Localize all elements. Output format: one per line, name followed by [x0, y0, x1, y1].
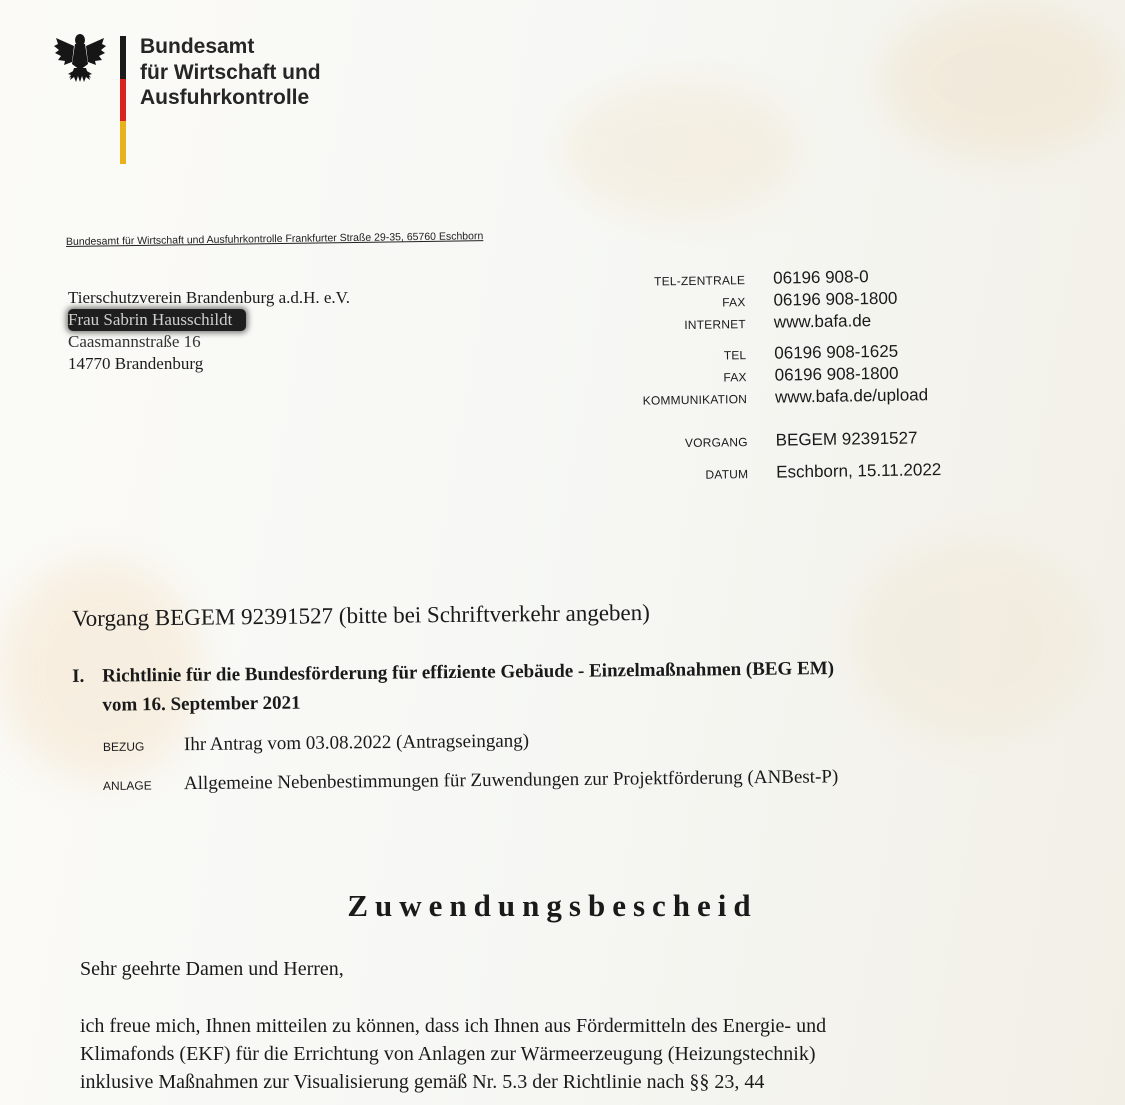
redacted-recipient-name: Frau Sabrin Hausschildt	[68, 309, 246, 331]
section-title-line1: Richtlinie für die Bundesförderung für effiziente Gebäude - Einzelmaßnahmen (BEG EM)	[102, 658, 835, 687]
federal-eagle-icon	[52, 30, 108, 86]
body-line: Klimafonds (EKF) für die Errichtung von Anlagen zur Wärmeerzeugung (Heizungstechnik)	[80, 1043, 816, 1065]
contact-value: 06196 908-1625	[774, 341, 899, 363]
subject-line: Vorgang BEGEM 92391527 (bitte bei Schriftverkehr angeben)	[71, 599, 650, 631]
org-name-line2: für Wirtschaft und	[140, 60, 321, 84]
german-flag-bar	[120, 36, 126, 164]
section-number: I.	[72, 665, 85, 687]
reference-label: ANLAGE	[102, 778, 152, 793]
body-line: inklusive Maßnahmen zur Visualisierung gemäß Nr. 5.3 der Richtlinie nach §§ 23, 44	[80, 1071, 765, 1093]
salutation: Sehr geehrte Damen und Herren,	[80, 958, 344, 980]
contact-label: DATUM	[705, 467, 749, 482]
contact-label: TEL	[723, 348, 747, 363]
flag-black-stripe	[120, 36, 126, 79]
sender-return-address: Bundesamt für Wirtschaft und Ausfuhrkontrolle Frankfurter Straße 29-35, 65760 Eschborn	[65, 230, 484, 248]
body-line: ich freue mich, Ihnen mitteilen zu können, dass ich Ihnen aus Fördermitteln des Energie- und	[80, 1015, 827, 1037]
recipient-address	[68, 287, 350, 375]
contact-value: Eschborn, 15.11.2022	[776, 460, 942, 482]
recipient-street: Caasmannstraße 16	[68, 332, 201, 351]
contact-label: KOMMUNIKATION	[642, 392, 748, 408]
paper-stain	[880, 0, 1120, 160]
reference-value: Allgemeine Nebenbestimmungen für Zuwendungen zur Projektförderung (ANBest-P)	[183, 766, 839, 795]
org-name-line3: Ausfuhrkontrolle	[140, 86, 310, 109]
upload-link[interactable]: www.bafa.de/upload	[774, 385, 929, 407]
organization-logo-text	[140, 34, 321, 111]
reference-label: BEZUG	[102, 739, 145, 754]
internet-link[interactable]: www.bafa.de	[773, 311, 872, 332]
document-title: Zuwendungsbescheid	[347, 888, 758, 923]
contact-value: BEGEM 92391527	[775, 428, 918, 450]
contact-value: 06196 908-1800	[773, 288, 898, 310]
org-name-line1: Bundesamt	[140, 35, 255, 58]
contact-label: FAX	[722, 295, 746, 310]
contact-label: FAX	[723, 370, 747, 385]
reference-row-bezug	[103, 731, 529, 757]
section-title-line2: vom 16. September 2021	[102, 692, 301, 716]
contact-label: TEL-ZENTRALE	[653, 273, 746, 289]
reference-row-anlage	[103, 766, 838, 796]
flag-gold-stripe	[120, 121, 126, 164]
recipient-organization: Tierschutzverein Brandenburg a.d.H. e.V.	[68, 288, 351, 307]
body-paragraph	[80, 1012, 1060, 1096]
contact-value: 06196 908-0	[773, 267, 869, 288]
paper-stain	[850, 540, 1090, 740]
flag-red-stripe	[120, 79, 126, 122]
contact-label: VORGANG	[684, 435, 748, 451]
reference-value: Ihr Antrag vom 03.08.2022 (Antragseingang)	[183, 730, 530, 756]
contact-label: INTERNET	[684, 317, 746, 333]
paper-stain	[560, 80, 800, 220]
recipient-city: 14770 Brandenburg	[68, 354, 204, 373]
contact-value: 06196 908-1800	[774, 363, 899, 385]
